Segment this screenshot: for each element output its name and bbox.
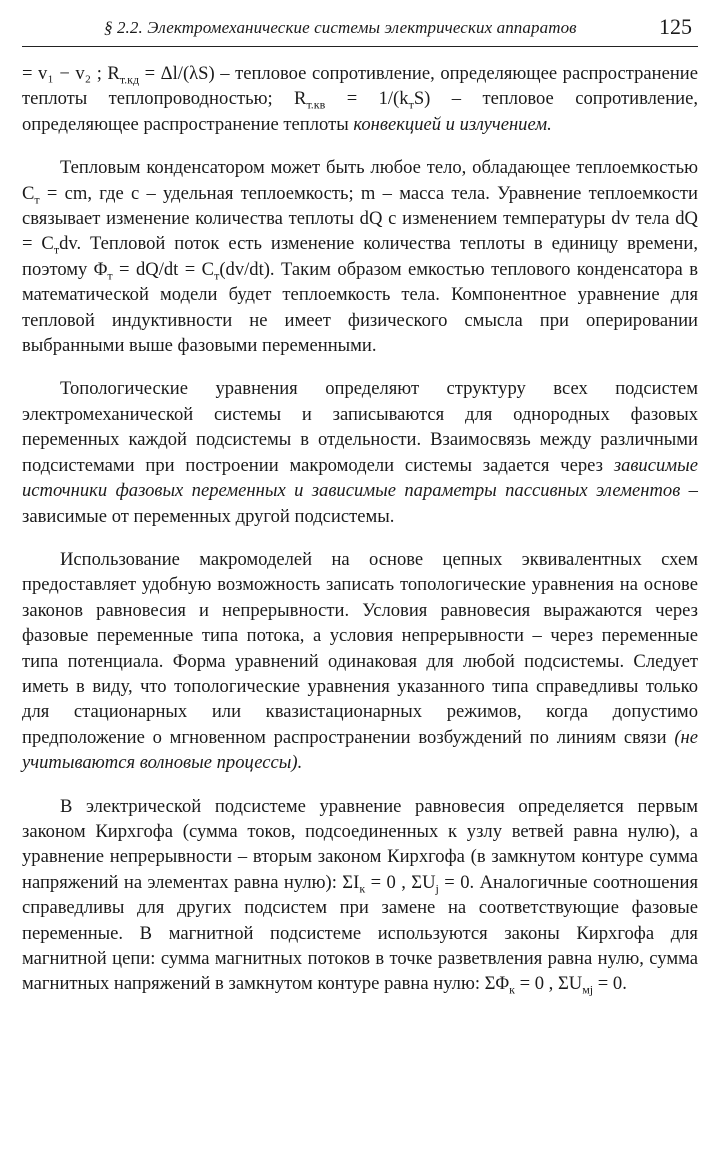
subscript: т.кд (119, 72, 140, 87)
text-run: = 0 , ΣU (365, 871, 436, 893)
text-run: = Δl/(λS) – тепловое сопротивление, определяющее распространение теплоты теплопроводностью; R (22, 63, 698, 110)
subscript: т.кв (306, 98, 326, 113)
subscript: т (214, 268, 220, 283)
text-run: Использование макромоделей на основе цепных эквивалентных схем предоставляет удобную возможность записать топологические уравнения на основе законов равновесия и непрерывности. Условия равновесия выражаются через фазовые переменные типа потока, а условия непрерывности – через переменные типа потенциала. Форма уравнений одинаковая для любой подсистемы. Следует иметь в виду, что топологические уравнения указанного типа справедливы только для стационарных или квазистационарных режимов, когда допустимо предположение о мгновенном распространении возбуждений по линиям связи (22, 548, 698, 748)
text-run: = v₁ − v₂ ; R (22, 63, 120, 84)
paragraph-5 (22, 794, 698, 997)
text-run: = 0 , ΣU (514, 973, 583, 995)
italic-text: зависимые источники фазовых переменных и зависимые параметры пассивных элементов (22, 454, 698, 502)
subscript: мj (582, 983, 594, 998)
italic-text: (не учитываются волновые процессы). (22, 726, 698, 774)
text-run: (dv/dt). Таким образом емкостью теплового конденсатора в математической модели будет теплоемкость тела. Компонентное уравнение для тепловой индуктивности не имеет физического смысла при оперировании выбранными выше фазовыми переменными. (22, 258, 698, 357)
subscript: j (435, 881, 439, 896)
subscript: к (359, 881, 366, 896)
text-run: = 1/(k (325, 88, 409, 110)
paragraph-4 (22, 547, 698, 776)
page-header (22, 12, 698, 47)
text-run: Тепловым конденсатором может быть любое тело, обладающее теплоемкостью C (22, 157, 698, 204)
paragraph-1 (22, 61, 698, 137)
book-page (22, 12, 698, 1015)
page-number: 125 (659, 14, 692, 39)
running-head: § 2.2. Электромеханические системы электрических аппаратов (104, 18, 577, 37)
paragraph-3 (22, 376, 698, 528)
text-run: S) – тепловое сопротивление, определяющее распространение теплоты (22, 88, 698, 135)
body-text (22, 61, 698, 997)
subscript: к (509, 983, 515, 998)
subscript: т (107, 268, 113, 283)
text-run: В электрической подсистеме уравнение равновесия определяется первым законом Кирхгофа (сумма токов, подсоединенных к узлу ветвей равна нулю), а уравнение непрерывности – вторым законом Кирхгофа (в замкнутом контуре сумма напряжений на элементах равна нулю): ΣI (22, 795, 698, 893)
text-run: – зависимые от переменных другой подсистемы. (22, 480, 698, 527)
text-run: = cm, где c – удельная теплоемкость; m – масса тела. Уравнение теплоемкости связывает изменение количества теплоты dQ с изменением температуры dv тела dQ = C (22, 182, 698, 255)
paragraph-2 (22, 155, 698, 358)
text-run: = 0. (593, 973, 627, 995)
subscript: т (34, 192, 40, 207)
text-run: Топологические уравнения определяют структуру всех подсистем электромеханической системы и записываются для однородных фазовых переменных каждой подсистемы в отдельности. Взаимосвязь между различными подсистемами при построении макромодели системы задается через (22, 378, 698, 476)
text-run: = dQ/dt = C (112, 258, 215, 280)
text-run: dv. Тепловой поток есть изменение количества теплоты в единицу времени, поэтому Φ (22, 233, 698, 280)
subscript: т (408, 98, 414, 113)
subscript: т (53, 243, 60, 258)
italic-text: конвекцией и излучением. (353, 113, 552, 135)
text-run: = 0. Аналогичные соотношения справедливы для других подсистем при замене на соответствующие фазовые переменные. В магнитной подсистеме используются законы Кирхгофа для магнитной цепи: сумма магнитных потоков в точке разветвления равна нулю, сумма магнитных напряжений в замкнутом контуре равна нулю: ΣΦ (22, 871, 698, 995)
